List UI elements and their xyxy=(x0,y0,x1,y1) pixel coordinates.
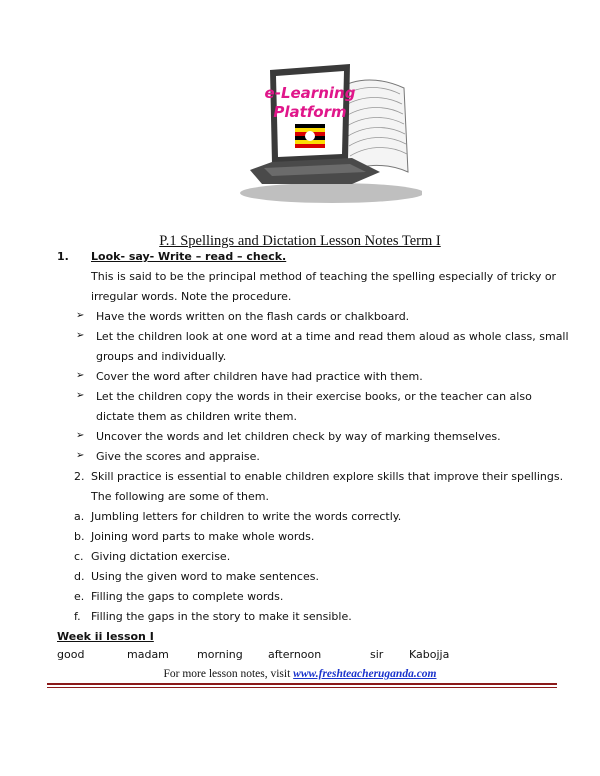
footer-link[interactable]: www.freshteacheruganda.com xyxy=(293,668,437,680)
footer-divider xyxy=(47,683,557,685)
bullet-text: Let the children look at one word at a time and read them aloud as whole class, small xyxy=(96,330,569,343)
footer-text: For more lesson notes, visit xyxy=(163,668,294,680)
item-text: Joining word parts to make whole words. xyxy=(91,530,315,543)
footer-divider xyxy=(47,687,557,688)
arrow-bullet-icon: ➢ xyxy=(76,430,85,441)
bullet-text: Give the scores and appraise. xyxy=(96,450,260,463)
item-letter: f. xyxy=(74,610,81,623)
bullet-text: Let the children copy the words in their exercise books, or the teacher can also xyxy=(96,390,532,403)
spelling-word: madam xyxy=(127,648,169,661)
intro-line: irregular words. Note the procedure. xyxy=(91,290,292,303)
section-number: 1. xyxy=(57,250,69,263)
week-heading: Week ii lesson I xyxy=(57,630,154,643)
item-letter: b. xyxy=(74,530,85,543)
bullet-text: groups and individually. xyxy=(96,350,227,363)
arrow-bullet-icon: ➢ xyxy=(76,370,85,381)
page-title: P.1 Spellings and Dictation Lesson Notes Term I xyxy=(159,233,441,249)
arrow-bullet-icon: ➢ xyxy=(76,330,85,341)
spelling-word: afternoon xyxy=(268,648,322,661)
spelling-word: sir xyxy=(370,648,384,661)
elearning-platform-logo xyxy=(232,60,422,210)
footer xyxy=(0,668,600,680)
arrow-bullet-icon: ➢ xyxy=(76,450,85,461)
section-heading: Look- say- Write – read – check. xyxy=(91,250,287,263)
item-letter: e. xyxy=(74,590,85,603)
item-text: Giving dictation exercise. xyxy=(91,550,231,563)
bullet-text: Cover the word after children have had practice with them. xyxy=(96,370,423,383)
item-text: Filling the gaps in the story to make it sensible. xyxy=(91,610,352,623)
section-number: 2. xyxy=(74,470,85,483)
logo-text-line1: e-Learning xyxy=(264,84,356,102)
spelling-word: morning xyxy=(197,648,243,661)
logo-text-line2: Platform xyxy=(273,103,347,121)
bullet-text: Uncover the words and let children check by way of marking themselves. xyxy=(96,430,501,443)
item-text: Jumbling letters for children to write the words correctly. xyxy=(91,510,402,523)
item-letter: d. xyxy=(74,570,85,583)
section2-line: Skill practice is essential to enable children explore skills that improve their spellings. xyxy=(91,470,564,483)
arrow-bullet-icon: ➢ xyxy=(76,390,85,401)
item-letter: c. xyxy=(74,550,84,563)
item-text: Filling the gaps to complete words. xyxy=(91,590,284,603)
spelling-word: Kabojja xyxy=(409,648,450,661)
bullet-text: dictate them as children write them. xyxy=(96,410,297,423)
intro-line: This is said to be the principal method of teaching the spelling especially of tricky or xyxy=(91,270,557,283)
uganda-flag-icon xyxy=(295,124,325,148)
arrow-bullet-icon: ➢ xyxy=(76,310,85,321)
item-text: Using the given word to make sentences. xyxy=(91,570,319,583)
section2-line: The following are some of them. xyxy=(91,490,269,503)
spelling-word: good xyxy=(57,648,85,661)
bullet-text: Have the words written on the flash cards or chalkboard. xyxy=(96,310,410,323)
item-letter: a. xyxy=(74,510,85,523)
